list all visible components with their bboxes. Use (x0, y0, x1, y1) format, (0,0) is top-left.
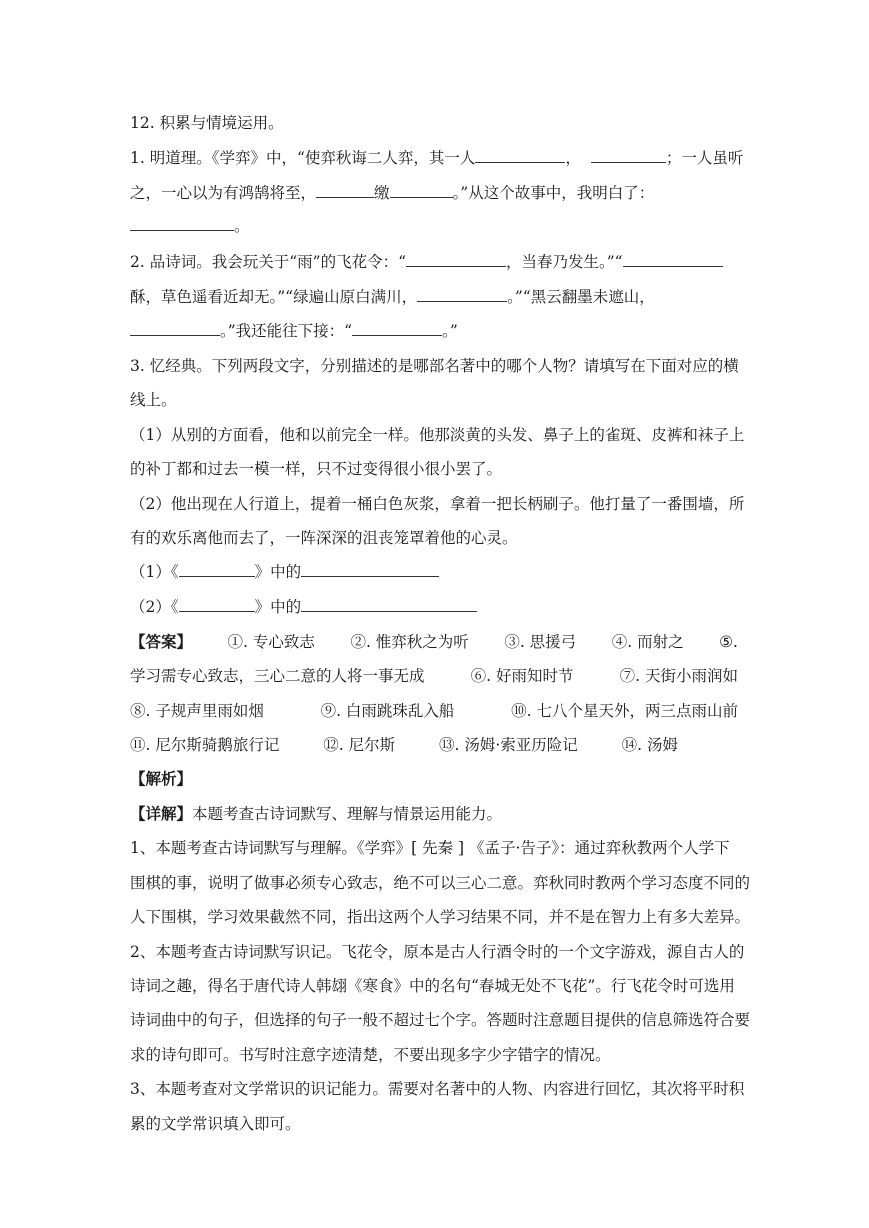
detail-line (130, 804, 502, 824)
part1-text-c: ；一人虽听 (665, 149, 744, 167)
part2-line3 (130, 321, 458, 341)
analysis-line-4: 2、本题考查古诗词默写识记。飞花令，原本是古人行酒令时的一个文字游戏，源自古人的 (130, 943, 745, 961)
fill-blank-4[interactable] (390, 183, 453, 198)
answer-item-7: ⑦. 天街小雨润如 (619, 667, 738, 685)
fill2-text-b: 》中的 (254, 598, 302, 616)
fill2-text-a: （2）《 (130, 598, 179, 616)
analysis-line-2: 围棋的事，说明了做事必须专心致志，绝不可以三心二意。弈秋同时教两个学习态度不同的 (130, 874, 751, 892)
answer-item-14: ⑭. 汤姆 (621, 736, 678, 754)
part3-line1: 3. 忆经典。下列两段文字，分别描述的是哪部名著中的哪个人物？请填写在下面对应的横 (130, 357, 739, 375)
part1-text-g: 。 (234, 217, 250, 235)
fill1-text-a: （1）《 (130, 563, 179, 581)
part2-text-c: 酥，草色遥看近却无。”“绿遍山原白满川， (130, 288, 418, 306)
passage2-line2: 有的欢乐离他而去了，一阵深深的沮丧笼罩着他的心灵。 (130, 529, 518, 547)
analysis-line-5: 诗词之趣，得名于唐代诗人韩翃《寒食》中的名句“春城无处不飞花”。行飞花令时可选用 (130, 977, 735, 995)
fill-blank-book-1[interactable] (179, 562, 255, 577)
fill-blank-character-2[interactable] (301, 597, 477, 612)
answer-item-13: ⑬. 汤姆·索亚历险记 (438, 736, 578, 754)
part2-text-f: 。” (442, 322, 458, 340)
part2-text-e: 。”我还能往下接：“ (220, 322, 353, 340)
fill-blank-9[interactable] (130, 321, 220, 336)
answer-item-9: ⑨. 白雨跳珠乱入船 (320, 702, 455, 720)
part2-line2 (130, 287, 655, 307)
answer-item-2: ②. 惟弈秋之为听 (350, 633, 469, 651)
part1-text-b: ， (565, 149, 581, 167)
fill-blank-5[interactable] (130, 216, 234, 231)
passage1-line2: 的补丁都和过去一模一样，只不过变得很小很小罢了。 (130, 460, 503, 478)
part3-line2: 线上。 (130, 391, 177, 409)
passage2-line1: （2）他出现在人行道上，提着一桶白色灰浆，拿着一把长柄刷子。他打量了一番围墙，所 (130, 495, 745, 513)
fill-blank-book-2[interactable] (179, 597, 255, 612)
answer-row1 (130, 632, 738, 652)
answer-item-3: ③. 思援弓 (504, 633, 577, 651)
fill-blank-1[interactable] (475, 148, 565, 163)
part1-text-a: 1. 明道理。《学弈》中，“使弈秋诲二人弈，其一人 (130, 149, 476, 167)
fill-blank-2[interactable] (591, 148, 666, 163)
fill1-text-b: 》中的 (254, 563, 302, 581)
answer-row1-items (130, 632, 738, 652)
answer-item-5: ⑤. (719, 633, 738, 651)
fill-blank-10[interactable] (352, 321, 442, 336)
detail-label: 【详解】 (130, 804, 193, 823)
part1-text-d: 之，一心以为有鸿鹄将至， (130, 184, 317, 202)
part1-text-e: 缴 (374, 184, 390, 202)
answer-item-1: ①. 专心致志 (227, 633, 315, 651)
fill-blank-character-1[interactable] (301, 562, 439, 577)
analysis-line-8: 3、本题考查对文学常识的识记能力。需要对名著中的人物、内容进行回忆，其次将平时积 (130, 1080, 745, 1098)
passage1-line1: （1）从别的方面看，他和以前完全一样。他那淡黄的头发、鼻子上的雀斑、皮裤和袜子上 (130, 426, 745, 444)
answer-row2 (130, 666, 738, 686)
answer-row3 (130, 701, 738, 721)
analysis-line-7: 求的诗句即可。书写时注意字迹清楚，不要出现多字少字错字的情况。 (130, 1046, 611, 1064)
detail-text: 本题考查古诗词默写、理解与情景运用能力。 (192, 805, 503, 823)
answer-item-6: ⑥. 好雨知时节 (470, 667, 574, 685)
question-title: 12. 积累与情境运用。 (130, 114, 284, 132)
answer-item-11: ⑪. 尼尔斯骑鹅旅行记 (130, 736, 280, 754)
part2-text-a: 2. 品诗词。我会玩关于“雨”的飞花令：“ (130, 253, 406, 271)
part1-line3 (130, 216, 250, 236)
part1-text-f: 。”从这个故事中，我明白了： (452, 184, 655, 202)
part2-line1 (130, 252, 723, 272)
fill-blank-3[interactable] (316, 183, 374, 198)
part1-line2 (130, 183, 654, 203)
answer-item-5-text: 学习需专心致志，三心二意的人将一事无成 (130, 667, 425, 685)
part2-text-d: 。”“黑云翻墨未遮山， (507, 288, 655, 306)
part2-text-b: ，当春乃发生。”“ (506, 253, 623, 271)
answer-item-4: ④. 而射之 (611, 633, 684, 651)
answer-row4 (130, 735, 678, 755)
answer-item-8: ⑧. 子规声里雨如烟 (130, 702, 264, 720)
analysis-line-1: 1、本题考查古诗词默写与理解。《学弈》[ 先秦 ] 《孟子·告子》：通过弈秋教两个人学下 (130, 839, 730, 857)
fill-line-2 (130, 597, 477, 617)
fill-blank-8[interactable] (417, 287, 507, 302)
fill-blank-6[interactable] (406, 252, 506, 267)
analysis-line-3: 人下围棋，学习效果截然不同，指出这两个人学习结果不同，并不是在智力上有多大差异。 (130, 908, 751, 926)
analysis-label: 【解析】 (130, 769, 193, 788)
answer-label: 【答案】 (130, 632, 193, 651)
fill-line-1 (130, 562, 439, 582)
answer-item-10: ⑩. 七八个星天外，两三点雨山前 (511, 702, 738, 720)
part1-line1 (130, 148, 743, 168)
analysis-line-9: 累的文学常识填入即可。 (130, 1115, 301, 1133)
analysis-line-6: 诗词曲中的句子，但选择的句子一般不超过七个字。答题时注意题目提供的信息筛选符合要 (130, 1011, 751, 1029)
answer-item-12: ⑫. 尼尔斯 (323, 736, 396, 754)
fill-blank-7[interactable] (623, 252, 723, 267)
